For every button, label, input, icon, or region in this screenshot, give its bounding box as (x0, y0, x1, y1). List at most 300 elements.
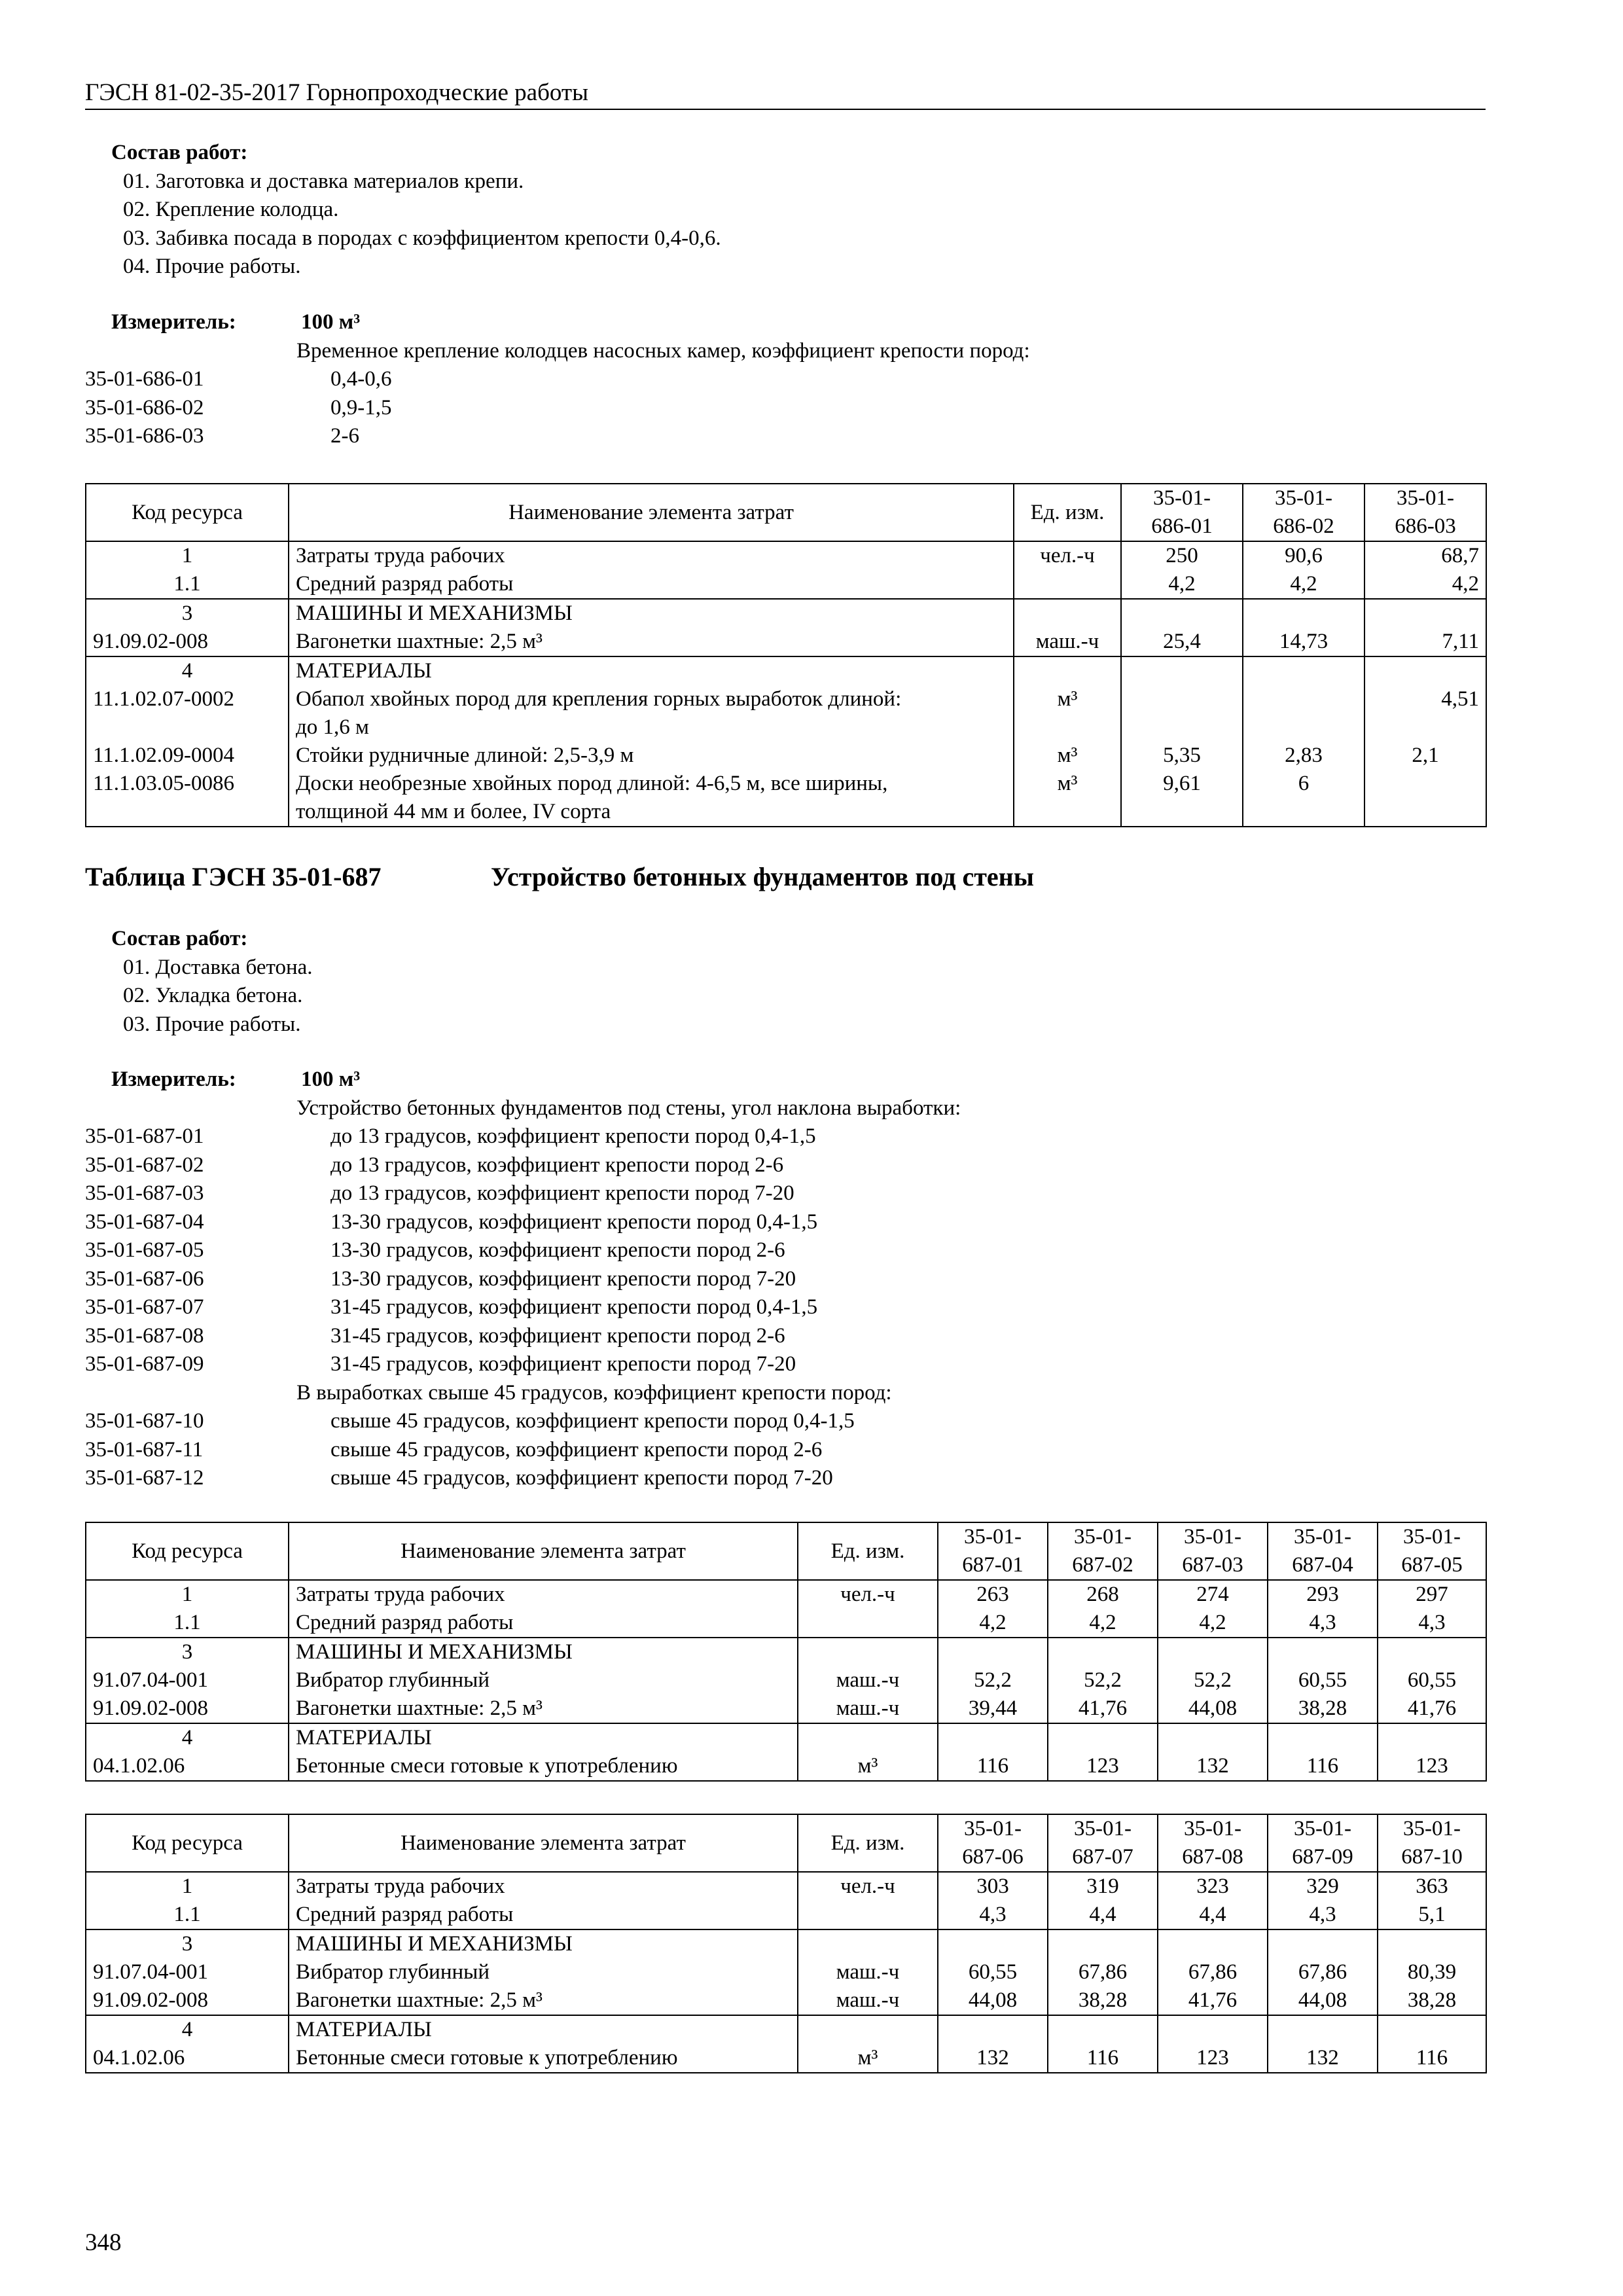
s1-measure-row (85, 308, 1486, 337)
column-header: Ед. изм. (798, 1522, 938, 1580)
table-group-row (86, 599, 1486, 628)
table-cell: 4,3 (1378, 1609, 1486, 1638)
header-text: 687-04 (1292, 1553, 1353, 1577)
table-cell: 25,4 (1121, 628, 1243, 656)
table-cell: Бетонные смеси готовые к употреблению (289, 1752, 798, 1781)
table-cell: 1 (86, 1580, 289, 1609)
variant-code: 35-01-687-09 (85, 1352, 204, 1376)
column-header: Код ресурса (86, 1814, 289, 1872)
s2-measure-block (85, 1066, 1486, 1493)
table-cell: 3 (86, 1929, 289, 1958)
col-header-variant (1121, 484, 1243, 541)
table-cell: 90,6 (1243, 541, 1364, 570)
table-cell: 80,39 (1378, 1958, 1486, 1986)
s2-resource-table-1 (85, 1522, 1487, 1782)
table-cell: 329 (1268, 1872, 1378, 1901)
table-cell: Средний разряд работы (289, 1609, 798, 1638)
table-cell: 3 (86, 1638, 289, 1666)
table-cell (1014, 599, 1121, 628)
table-cell (798, 2015, 938, 2044)
table-cell: 60,55 (938, 1958, 1048, 1986)
table-cell: 38,28 (1378, 1986, 1486, 2015)
table-cell: Средний разряд работы (289, 1901, 798, 1929)
table-cell (938, 2015, 1048, 2044)
table-cell: 14,73 (1243, 628, 1364, 656)
s2-variant-row (85, 1236, 1486, 1265)
table-cell (1014, 570, 1121, 599)
table-cell (1048, 1723, 1158, 1752)
column-header (1048, 1522, 1158, 1580)
s2-variant-row (85, 1350, 1486, 1379)
table-cell: 2,1 (1364, 742, 1486, 770)
header-text: 35-01- (1074, 1525, 1132, 1549)
variant-code: 35-01-686-01 (85, 367, 204, 391)
table-row (86, 628, 1486, 656)
table-cell (1121, 599, 1243, 628)
table-cell (938, 1638, 1048, 1666)
header-text: 686-02 (1273, 514, 1334, 538)
s2-work-item: 03. Прочие работы. (123, 1012, 301, 1036)
variant-code: 35-01-687-04 (85, 1210, 204, 1234)
table-cell: 4 (86, 2015, 289, 2044)
table-cell (1243, 599, 1364, 628)
table-cell: 39,44 (938, 1695, 1048, 1723)
table-cell: маш.-ч (798, 1695, 938, 1723)
table-cell: 11.1.02.09-0004 (86, 742, 289, 770)
table-cell (938, 1723, 1048, 1752)
running-header: ГЭСН 81-02-35-2017 Горнопроходческие работы (85, 77, 1486, 110)
column-header (938, 1522, 1048, 1580)
header-text: 35-01- (1074, 1817, 1132, 1840)
table-cell: 4 (86, 1723, 289, 1752)
table-cell: Вагонетки шахтные: 2,5 м³ (289, 1986, 798, 2015)
table-row (86, 541, 1486, 570)
variant-code: 35-01-687-07 (85, 1295, 204, 1319)
table-cell (1121, 656, 1243, 685)
table-cell: 4,2 (1048, 1609, 1158, 1638)
table-cell: 1 (86, 1872, 289, 1901)
table-row (86, 1986, 1486, 2015)
table-cell (1121, 685, 1243, 742)
table-cell: 323 (1158, 1872, 1268, 1901)
table-row (86, 1666, 1486, 1695)
table-cell: 52,2 (938, 1666, 1048, 1695)
table-cell: 91.09.02-008 (86, 1695, 289, 1723)
header-text: 35-01- (964, 1817, 1022, 1840)
s2-variant-row (85, 1436, 1486, 1465)
column-header (1048, 1814, 1158, 1872)
table-row (86, 1872, 1486, 1901)
table-cell (798, 1929, 938, 1958)
table-group-row (86, 2015, 1486, 2044)
s1-variant-row (85, 422, 1486, 451)
table-cell (1158, 1723, 1268, 1752)
s2-resource-table-2 (85, 1814, 1487, 2073)
table-cell: МАШИНЫ И МЕХАНИЗМЫ (289, 599, 1014, 628)
header-text: 687-07 (1072, 1845, 1133, 1869)
table-cell: м³ (798, 2044, 938, 2073)
s2-work-item: 02. Укладка бетона. (123, 984, 303, 1007)
table-cell: Затраты труда рабочих (289, 1580, 798, 1609)
table-group-row (86, 656, 1486, 685)
table-cell: 132 (1158, 1752, 1268, 1781)
table-cell: м³ (798, 1752, 938, 1781)
variant-code: 35-01-686-02 (85, 395, 204, 420)
table-cell: 303 (938, 1872, 1048, 1901)
header-text: 35-01- (1294, 1817, 1351, 1840)
table-cell: 250 (1121, 541, 1243, 570)
table-cell: 1.1 (86, 1901, 289, 1929)
column-header (1268, 1522, 1378, 1580)
table-cell: 4,2 (1158, 1609, 1268, 1638)
variant-code: 35-01-687-11 (85, 1437, 204, 1462)
col-header-name: Наименование элемента затрат (289, 484, 1014, 541)
table-row (86, 1958, 1486, 1986)
table-cell: 4,2 (1364, 570, 1486, 599)
table-cell: 5,35 (1121, 742, 1243, 770)
s2-table-title (85, 860, 1034, 894)
variant-code: 35-01-687-01 (85, 1124, 204, 1148)
table-cell: 67,86 (1268, 1958, 1378, 1986)
column-header (1158, 1814, 1268, 1872)
s2-variant-row (85, 1265, 1486, 1294)
table-cell: 4,3 (1268, 1609, 1378, 1638)
table-cell: 116 (938, 1752, 1048, 1781)
variant-code: 35-01-687-05 (85, 1238, 204, 1262)
table-cell (1158, 1638, 1268, 1666)
table-cell (1048, 1638, 1158, 1666)
header-text: 35-01- (1184, 1817, 1241, 1840)
table-cell: Стойки рудничные длиной: 2,5-3,9 м (289, 742, 1014, 770)
table-cell: 7,11 (1364, 628, 1486, 656)
column-header (1268, 1814, 1378, 1872)
table-cell: 123 (1158, 2044, 1268, 2073)
table-cell: 04.1.02.06 (86, 2044, 289, 2073)
table-cell: 1 (86, 541, 289, 570)
header-text: 35-01- (1153, 486, 1211, 510)
col-header-unit: Ед. изм. (1014, 484, 1121, 541)
variant-code: 35-01-687-12 (85, 1466, 204, 1490)
variant-desc: свыше 45 градусов, коэффициент крепости пород 2-6 (330, 1437, 823, 1462)
variant-desc: до 13 градусов, коэффициент крепости пород 0,4-1,5 (330, 1124, 816, 1148)
table-cell: Обапол хвойных пород для крепления горных выработок длиной: до 1,6 м (289, 685, 1014, 742)
table-cell (1378, 2015, 1486, 2044)
variant-desc: до 13 градусов, коэффициент крепости пород 7-20 (330, 1181, 794, 1205)
table-cell: 116 (1268, 1752, 1378, 1781)
s2-composition (85, 925, 1486, 1039)
table-row (86, 2044, 1486, 2073)
s1-work-item: 02. Крепление колодца. (123, 198, 339, 221)
s1-composition-title: Состав работ: (111, 141, 248, 164)
table-cell: 116 (1048, 2044, 1158, 2073)
table-cell (1158, 1929, 1268, 1958)
table-cell: 4,4 (1048, 1901, 1158, 1929)
variant-desc: 0,4-0,6 (330, 367, 392, 391)
table-cell (1364, 656, 1486, 685)
table-cell: 04.1.02.06 (86, 1752, 289, 1781)
table-cell (1048, 1929, 1158, 1958)
variant-desc: 31-45 градусов, коэффициент крепости пород 7-20 (330, 1352, 796, 1376)
table-cell: 91.09.02-008 (86, 1986, 289, 2015)
s2-table-number: Таблица ГЭСН 35-01-687 (85, 862, 382, 891)
table-cell (1364, 770, 1486, 827)
table-cell: Затраты труда рабочих (289, 1872, 798, 1901)
s2-variant-row (85, 1407, 1486, 1436)
table-cell: 52,2 (1048, 1666, 1158, 1695)
table-cell: 4,2 (1243, 570, 1364, 599)
table-cell (1268, 1638, 1378, 1666)
table-cell: 4,2 (938, 1609, 1048, 1638)
variant-code: 35-01-687-02 (85, 1153, 204, 1177)
table-cell: 123 (1378, 1752, 1486, 1781)
s2-variant-row (85, 1464, 1486, 1493)
table-cell (938, 1929, 1048, 1958)
table-cell: маш.-ч (798, 1958, 938, 1986)
table-cell: 132 (1268, 2044, 1378, 2073)
s1-variants-title: Временное крепление колодцев насосных камер, коэффициент крепости пород: (296, 338, 1030, 363)
table-row (86, 1695, 1486, 1723)
table-cell: 91.07.04-001 (86, 1666, 289, 1695)
table-cell: 123 (1048, 1752, 1158, 1781)
table-cell (1364, 599, 1486, 628)
variant-desc: 13-30 градусов, коэффициент крепости пород 7-20 (330, 1266, 796, 1291)
table-cell: Средний разряд работы (289, 570, 1014, 599)
table-cell: 4,4 (1158, 1901, 1268, 1929)
table-cell: 38,28 (1048, 1986, 1158, 2015)
table-cell: чел.-ч (798, 1872, 938, 1901)
table-cell: 263 (938, 1580, 1048, 1609)
s1-measure-label: Измеритель: (111, 310, 236, 334)
column-header (1158, 1522, 1268, 1580)
table-cell (798, 1609, 938, 1638)
table-cell (1378, 1638, 1486, 1666)
table-cell: 4,2 (1121, 570, 1243, 599)
header-text: 687-06 (962, 1845, 1024, 1869)
table-cell: 4,51 (1364, 685, 1486, 742)
s1-work-item: 01. Заготовка и доставка материалов крепи. (123, 169, 524, 193)
page-number: 348 (85, 2229, 122, 2256)
variant-desc: 13-30 градусов, коэффициент крепости пород 0,4-1,5 (330, 1210, 818, 1234)
table-row (86, 1752, 1486, 1781)
table-cell (1158, 2015, 1268, 2044)
table-cell: 11.1.02.07-0002 (86, 685, 289, 742)
s2-composition-title: Состав работ: (111, 927, 248, 950)
table-cell: МАШИНЫ И МЕХАНИЗМЫ (289, 1929, 798, 1958)
variant-desc: 31-45 градусов, коэффициент крепости пород 0,4-1,5 (330, 1295, 818, 1319)
table-cell: МАШИНЫ И МЕХАНИЗМЫ (289, 1638, 798, 1666)
table-row (86, 1901, 1486, 1929)
table-cell: Вагонетки шахтные: 2,5 м³ (289, 628, 1014, 656)
s2-variant-row (85, 1179, 1486, 1208)
table-cell (798, 1638, 938, 1666)
table-cell (798, 1723, 938, 1752)
table-cell: Доски необрезные хвойных пород длиной: 4-6,5 м, все ширины, толщиной 44 мм и более, IV сорта (289, 770, 1014, 827)
table-header-row (86, 484, 1486, 541)
table-cell: маш.-ч (798, 1666, 938, 1695)
table-cell: 1.1 (86, 1609, 289, 1638)
s2-variant-row (85, 1151, 1486, 1180)
table-cell: 41,76 (1158, 1986, 1268, 2015)
s1-measure-value: 100 м³ (301, 310, 361, 334)
table-cell: чел.-ч (1014, 541, 1121, 570)
column-header: Наименование элемента затрат (289, 1814, 798, 1872)
col-header-variant (1364, 484, 1486, 541)
table-cell (1243, 685, 1364, 742)
column-header: Код ресурса (86, 1522, 289, 1580)
table-cell: 293 (1268, 1580, 1378, 1609)
s1-variant-row (85, 365, 1486, 394)
table-cell: МАТЕРИАЛЫ (289, 1723, 798, 1752)
s1-variant-row (85, 394, 1486, 423)
table-cell: 52,2 (1158, 1666, 1268, 1695)
s2-variants-title: Устройство бетонных фундаментов под стены, угол наклона выработки: (296, 1096, 961, 1120)
table-cell (1243, 656, 1364, 685)
variant-desc: 31-45 градусов, коэффициент крепости пород 2-6 (330, 1323, 785, 1348)
header-text: 687-03 (1182, 1553, 1243, 1577)
table-cell: Вагонетки шахтные: 2,5 м³ (289, 1695, 798, 1723)
table-cell: 4 (86, 656, 289, 685)
table-row (86, 685, 1486, 742)
table-cell (1268, 2015, 1378, 2044)
variant-desc: свыше 45 градусов, коэффициент крепости пород 7-20 (330, 1466, 833, 1490)
table-cell: МАТЕРИАЛЫ (289, 2015, 798, 2044)
header-text: 35-01- (1403, 1817, 1461, 1840)
table-row (86, 770, 1486, 827)
header-text: 35-01- (1403, 1525, 1461, 1549)
s2-measure-row (85, 1066, 1486, 1094)
table-cell: 1.1 (86, 570, 289, 599)
table-cell: 9,61 (1121, 770, 1243, 827)
table-cell: Бетонные смеси готовые к употреблению (289, 2044, 798, 2073)
table-cell: 5,1 (1378, 1901, 1486, 1929)
header-text: 686-01 (1151, 514, 1213, 538)
variant-code: 35-01-686-03 (85, 424, 204, 448)
column-header (1378, 1522, 1486, 1580)
table-cell: 60,55 (1268, 1666, 1378, 1695)
s2-work-item: 01. Доставка бетона. (123, 955, 313, 979)
table-cell: 4,3 (938, 1901, 1048, 1929)
s2-measure-value: 100 м³ (301, 1067, 361, 1091)
table-cell: 41,76 (1378, 1695, 1486, 1723)
table-cell (1268, 1723, 1378, 1752)
table-cell (1014, 656, 1121, 685)
header-text: 35-01- (1184, 1525, 1241, 1549)
header-text: 35-01- (1294, 1525, 1351, 1549)
table-row (86, 570, 1486, 599)
table-cell (1378, 1723, 1486, 1752)
table-header-row (86, 1814, 1486, 1872)
table-cell: маш.-ч (798, 1986, 938, 2015)
column-header (1378, 1814, 1486, 1872)
table-row (86, 1609, 1486, 1638)
table-cell: 91.09.02-008 (86, 628, 289, 656)
column-header (938, 1814, 1048, 1872)
table-cell: 44,08 (1158, 1695, 1268, 1723)
table-cell: 116 (1378, 2044, 1486, 2073)
table-cell: 4,3 (1268, 1901, 1378, 1929)
s2-measure-label: Измеритель: (111, 1067, 236, 1091)
table-cell (1048, 2015, 1158, 2044)
variant-desc: 0,9-1,5 (330, 395, 392, 420)
table-cell (798, 1901, 938, 1929)
table-cell: 274 (1158, 1580, 1268, 1609)
table-cell: 38,28 (1268, 1695, 1378, 1723)
table-cell: 3 (86, 599, 289, 628)
table-cell: Вибратор глубинный (289, 1958, 798, 1986)
variant-code: 35-01-687-06 (85, 1266, 204, 1291)
table-cell: 91.07.04-001 (86, 1958, 289, 1986)
table-cell: 132 (938, 2044, 1048, 2073)
table-cell: 44,08 (938, 1986, 1048, 2015)
table-cell: 60,55 (1378, 1666, 1486, 1695)
variant-desc: 13-30 градусов, коэффициент крепости пород 2-6 (330, 1238, 785, 1262)
table-cell: 319 (1048, 1872, 1158, 1901)
s1-work-item: 04. Прочие работы. (123, 255, 301, 278)
table-cell: 297 (1378, 1580, 1486, 1609)
table-cell: 67,86 (1048, 1958, 1158, 1986)
header-text: 687-10 (1401, 1845, 1463, 1869)
header-text: 35-01- (1397, 486, 1454, 510)
s2-variants-title-2: В выработках свыше 45 градусов, коэффициент крепости пород: (296, 1380, 892, 1405)
header-text: 35-01- (964, 1525, 1022, 1549)
table-cell: 41,76 (1048, 1695, 1158, 1723)
header-text: 687-09 (1292, 1845, 1353, 1869)
variant-code: 35-01-687-03 (85, 1181, 204, 1205)
header-text: 687-05 (1401, 1553, 1463, 1577)
column-header: Ед. изм. (798, 1814, 938, 1872)
s1-measure-block (85, 308, 1486, 451)
header-text: 35-01- (1275, 486, 1332, 510)
table-group-row (86, 1929, 1486, 1958)
s2-variant-row (85, 1122, 1486, 1151)
header-text: 687-02 (1072, 1553, 1133, 1577)
s2-variant-row (85, 1322, 1486, 1351)
table-cell: м³ (1014, 742, 1121, 770)
column-header: Наименование элемента затрат (289, 1522, 798, 1580)
table-group-row (86, 1723, 1486, 1752)
s1-work-item: 03. Забивка посада в породах с коэффициентом крепости 0,4-0,6. (123, 226, 721, 250)
s2-variant-row (85, 1208, 1486, 1237)
table-cell: Затраты труда рабочих (289, 541, 1014, 570)
s2-variant-row (85, 1293, 1486, 1322)
header-text: 686-03 (1395, 514, 1456, 538)
header-text: 687-01 (962, 1553, 1024, 1577)
table-cell: Вибратор глубинный (289, 1666, 798, 1695)
table-cell: чел.-ч (798, 1580, 938, 1609)
table-cell (1378, 1929, 1486, 1958)
table-row (86, 1580, 1486, 1609)
table-cell: 268 (1048, 1580, 1158, 1609)
table-row (86, 742, 1486, 770)
table-cell: 68,7 (1364, 541, 1486, 570)
s1-resource-table (85, 483, 1487, 827)
variant-desc: свыше 45 градусов, коэффициент крепости пород 0,4-1,5 (330, 1409, 855, 1433)
table-cell: м³ (1014, 685, 1121, 742)
table-cell: 44,08 (1268, 1986, 1378, 2015)
table-cell: МАТЕРИАЛЫ (289, 656, 1014, 685)
table-header-row (86, 1522, 1486, 1580)
table-cell: 6 (1243, 770, 1364, 827)
col-header-code: Код ресурса (86, 484, 289, 541)
s1-composition (85, 139, 1486, 281)
s2-table-subtitle: Устройство бетонных фундаментов под стены (491, 862, 1034, 891)
table-cell (1268, 1929, 1378, 1958)
table-cell: 2,83 (1243, 742, 1364, 770)
table-group-row (86, 1638, 1486, 1666)
table-cell: маш.-ч (1014, 628, 1121, 656)
variant-code: 35-01-687-10 (85, 1409, 204, 1433)
table-cell: 67,86 (1158, 1958, 1268, 1986)
